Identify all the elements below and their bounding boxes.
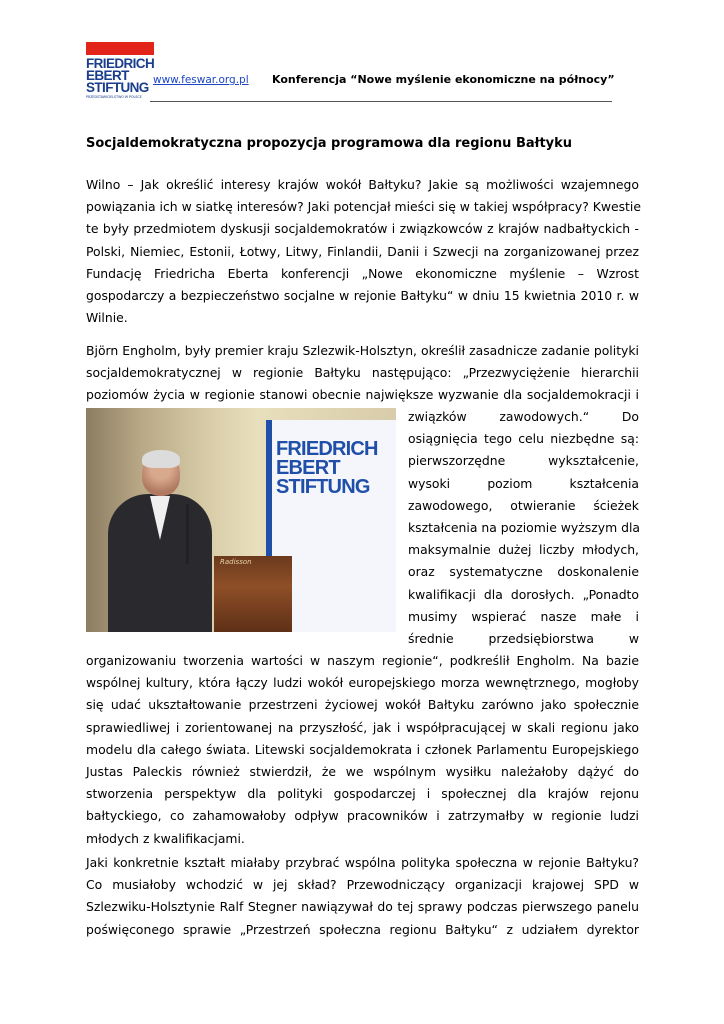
text-line: Wilno – Jak określić interesy krajów wokół Bałtyku? Jakie są możliwości wzajemnego bbox=[86, 177, 639, 192]
text-line: pierwszorzędne wykształcenie, bbox=[408, 453, 639, 469]
fes-logo bbox=[86, 42, 154, 102]
paragraph-2-side bbox=[408, 406, 639, 650]
text-line: Polski, Niemiec, Estonii, Łotwy, Litwy, Finlandii, Danii i Szwecji na zorganizowanej przez bbox=[86, 243, 639, 259]
text-line: kształcenia na poziomie wyższym dla bbox=[408, 519, 640, 535]
text-line: Björn Engholm, były premier kraju Szlezwik-Holsztyn, określił zasadnicze zadanie polityki bbox=[86, 343, 639, 358]
text-line: się udać ukształtowanie przestrzeni życiowej wokół Bałtyku zarówno jako społecznie bbox=[86, 697, 639, 713]
article-title: Socjaldemokratyczna propozycja programowa dla regionu Bałtyku bbox=[86, 136, 573, 151]
text-line: wysoki poziom kształcenia bbox=[408, 475, 639, 491]
paragraph-3 bbox=[86, 852, 639, 941]
text-line: gospodarczy a bezpieczeństwo socjalne w rejonie Bałtyku“ w dniu 15 kwietnia 2010 r. w bbox=[86, 287, 639, 303]
text-line: socjaldemokratycznej w regionie Bałtyku następująco: „Przezwyciężenie hierarchii bbox=[86, 365, 639, 381]
podium bbox=[214, 556, 292, 632]
text-line: związków zawodowych.“ Do bbox=[408, 409, 639, 424]
text-line: poświęconego sprawie „Przestrzeń społeczna regionu Bałtyku“ z udziałem dyrektor bbox=[86, 921, 639, 937]
podium-label: Radisson bbox=[220, 558, 252, 566]
text-line: wspólnej kultury, która łączy ludzi wokół europejskiego morza wewnętrznego, mogłoby bbox=[86, 675, 639, 691]
text-line: stworzenia perspektyw dla polityki gospodarczej i społecznej dla krajów rejonu bbox=[86, 786, 639, 802]
header-divider bbox=[150, 101, 612, 102]
text-line: bałtyckiego, co zahamowałoby odpływ pracowników i zatrzymałby w regionie ludzi bbox=[86, 808, 639, 824]
logo-tagline: PRZEDSTAWICIELSTWO W POLSCE bbox=[86, 95, 142, 99]
text-line: Wilnie. bbox=[86, 310, 128, 326]
banner-wordmark: FRIEDRICH EBERT STIFTUNG bbox=[276, 438, 378, 498]
conference-photo bbox=[86, 408, 396, 632]
website-link[interactable]: www.feswar.org.pl bbox=[153, 74, 249, 86]
text-line: organizowaniu tworzenia wartości w naszym regionie“, podkreślił Engholm. Na bazie bbox=[86, 653, 639, 668]
text-line: Jaki konkretnie kształt miałaby przybrać wspólna polityka społeczna w rejonie Bałtyku? bbox=[86, 855, 639, 870]
text-line: powiązania ich w siatkę interesów? Jaki potencjał mieści się w takiej współpracy? Kwestie bbox=[86, 199, 641, 215]
text-line: Co musiałoby wchodzić w jej skład? Przewodniczący organizacji krajowej SPD w bbox=[86, 877, 639, 893]
paragraph-2-intro bbox=[86, 340, 639, 407]
text-line: te były przedmiotem dyskusji socjaldemokratów i związkowców z krajów nadbałtyckich - bbox=[86, 221, 639, 237]
text-line: młodych z kwalifikacjami. bbox=[86, 830, 245, 846]
text-line: sprawiedliwej i zorientowanej na przyszłość, jak i współpracującej w skali regionu jako bbox=[86, 719, 639, 735]
text-line: oraz systematyczne doskonalenie bbox=[408, 564, 639, 580]
text-line: poziomów życia w regionie stanowi obecnie największe wyzwanie dla socjaldemokracji i bbox=[86, 387, 639, 403]
text-line: zawodowego, otwieranie ścieżek bbox=[408, 497, 639, 513]
speaker-hair bbox=[142, 450, 180, 468]
text-line: musimy wspierać nasze małe i bbox=[408, 608, 639, 624]
paragraph-2-rest bbox=[86, 650, 639, 850]
logo-wordmark: FRIEDRICH EBERT STIFTUNG bbox=[86, 56, 155, 95]
text-line: osiągnięcia tego celu niezbędne są: bbox=[408, 431, 639, 447]
text-line: kwalifikacji dla dorosłych. „Ponadto bbox=[408, 586, 639, 602]
text-line: Szlezwiku-Holsztynie Ralf Stegner nawiązywał do tej sprawy podczas pierwszego panelu bbox=[86, 899, 639, 915]
text-line: średnie przedsiębiorstwa w bbox=[408, 630, 639, 646]
text-line: maksymalnie dużej liczby młodych, bbox=[408, 542, 639, 558]
text-line: Justas Paleckis również stwierdził, że we wspólnym wysiłku należałoby dążyć do bbox=[86, 763, 639, 779]
paragraph-1 bbox=[86, 174, 639, 329]
logo-red-bar bbox=[86, 42, 154, 55]
text-line: Fundację Friedricha Eberta konferencji „Nowe ekonomiczne myślenie – Wzrost bbox=[86, 265, 639, 281]
conference-title: Konferencja “Nowe myślenie ekonomiczne na północy” bbox=[272, 73, 615, 86]
microphone-stand bbox=[186, 504, 189, 564]
text-line: modelu dla całego świata. Litewski socjaldemokrata i członek Parlamentu Europejskiego bbox=[86, 741, 639, 757]
